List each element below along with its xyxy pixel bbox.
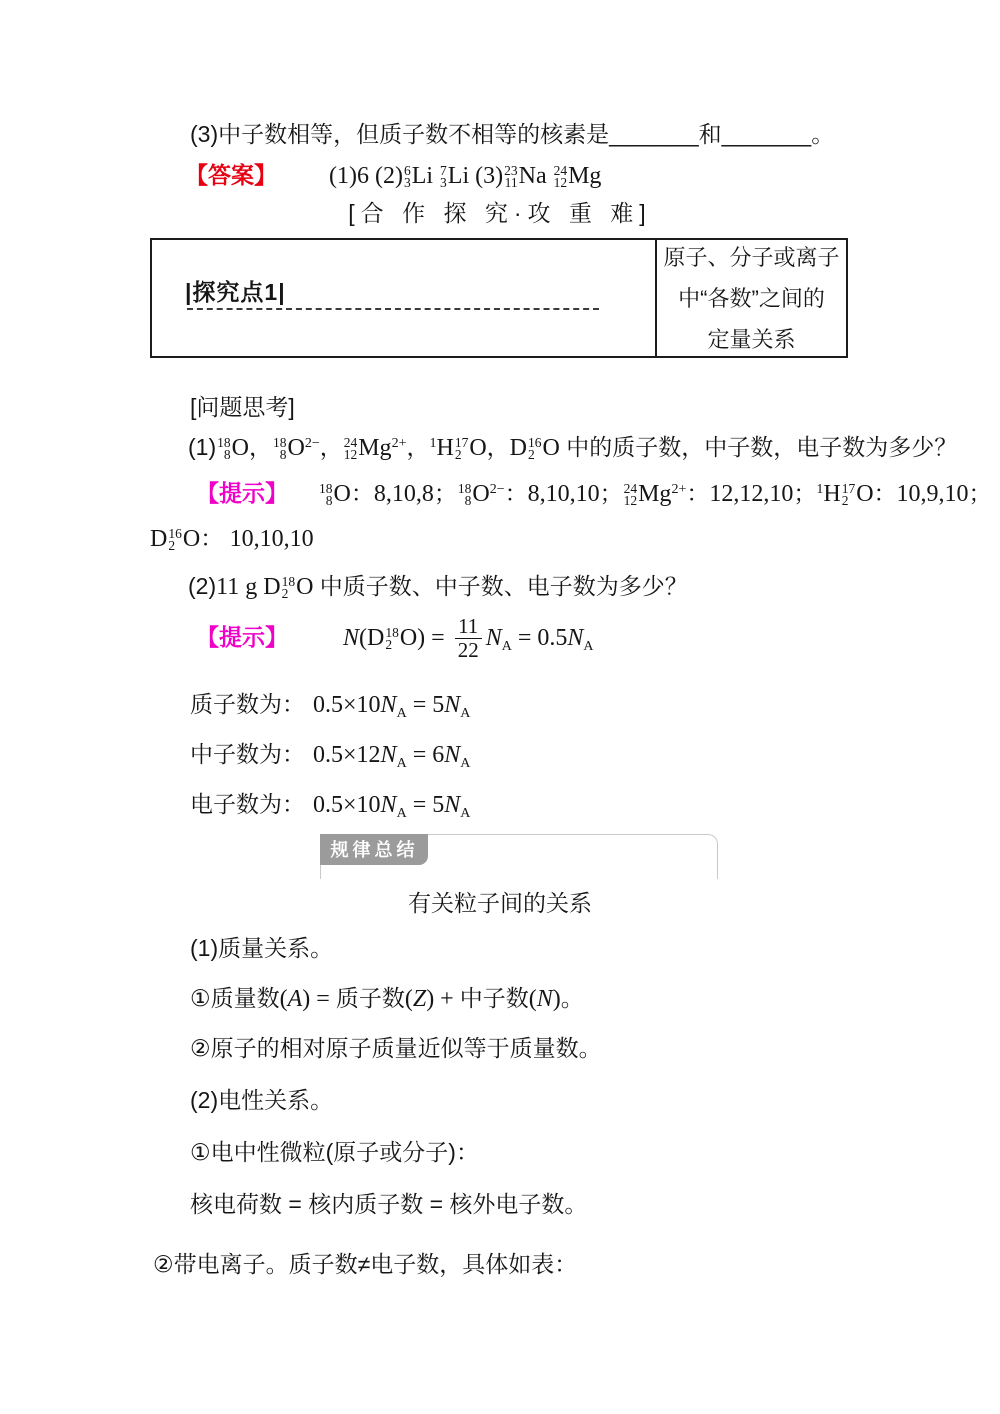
isotope-stack: 18 2 [281, 574, 296, 601]
italic-symbol: N [485, 625, 502, 651]
serif-segment: Na [518, 163, 547, 189]
italic-symbol: N [343, 625, 360, 651]
text-segment: 中子数 [459, 985, 529, 1011]
serif-segment: 12,12,10 [709, 481, 794, 507]
probe-topic-line: 原子、分子或离子 [663, 244, 840, 270]
isotope-stack: 6 3 [403, 163, 411, 190]
calc-formula [313, 791, 471, 821]
subscript: A [396, 706, 407, 721]
superscript: 1 [816, 482, 824, 497]
italic-symbol: N [536, 986, 553, 1012]
subscript: A [396, 806, 407, 821]
serif-segment: ) = [302, 986, 336, 1012]
hint-2-line [196, 613, 594, 671]
italic-symbol: N [444, 742, 461, 768]
text-segment: 。 [560, 985, 584, 1011]
hint-label: 【提示】 [196, 480, 288, 506]
serif-segment: O [333, 481, 351, 507]
serif-segment: H [823, 481, 841, 507]
italic-symbol: A [287, 986, 303, 1012]
serif-segment: O [231, 435, 249, 461]
fraction: $\frac{11}{22}$ [455, 615, 482, 662]
isotope-stack: 18 2 [385, 625, 399, 652]
probe-table [150, 238, 848, 358]
serif-segment: O [542, 435, 560, 461]
isotope-stack: 23 11 [504, 163, 518, 190]
serif-segment [433, 163, 439, 189]
serif-segment: Mg [638, 481, 672, 507]
subscript: A [396, 756, 407, 771]
calc-label: 电子数为： [190, 791, 305, 817]
serif-segment: ( [404, 986, 413, 1012]
probe-topic-line: 定量关系 [707, 326, 796, 352]
subscript: A [583, 639, 594, 654]
calc-formula [313, 691, 471, 721]
isotope-stack: 16 2 [528, 435, 542, 462]
serif-segment: 0.5×10 [313, 792, 381, 818]
subscript: A [501, 639, 512, 654]
text-segment: ， [406, 434, 430, 460]
superscript: 1 [429, 436, 437, 451]
text-segment: ： [200, 525, 230, 551]
answer-line [185, 158, 601, 193]
rule-summary-badge: 规律总结 [320, 834, 428, 865]
rule-approx: ②原子的相对原子质量近似等于质量数。 [190, 1035, 602, 1061]
italic-symbol: N [444, 692, 461, 718]
rules-subtitle: 有关粒子间的关系 [408, 890, 592, 916]
serif-segment: 8,10,10 [527, 481, 600, 507]
neutron-count-line [190, 734, 470, 784]
serif-segment: 0.5×10 [313, 692, 381, 718]
serif-segment: = 5 [406, 792, 445, 818]
isotope-stack: 18 8 [217, 435, 231, 462]
rule-mass-heading: (1)质量关系。 [190, 935, 334, 961]
serif-segment: D [509, 435, 527, 461]
text-segment: 中的质子数，中子数，电子数为多少？ [559, 434, 958, 460]
serif-segment: ) + [426, 986, 460, 1012]
probe-title: |探究点1| [185, 279, 286, 305]
superscript: 2+ [391, 436, 407, 451]
serif-segment: = 5 [406, 692, 445, 718]
serif-segment: H [436, 435, 454, 461]
serif-segment: (3) [469, 163, 504, 189]
text-segment: ： [504, 480, 528, 506]
question-3-line: (3)中子数相等，但质子数不相等的核素是_______和_______。 [190, 121, 835, 147]
serif-segment: ) [552, 986, 561, 1012]
isotope-stack: 18 8 [272, 435, 287, 462]
serif-segment: (D [359, 625, 385, 651]
rule-mass-formula [190, 978, 584, 1019]
serif-segment: ( [528, 986, 537, 1012]
italic-symbol: N [444, 792, 461, 818]
probe-left-cell [152, 240, 657, 356]
text-segment: ： [686, 480, 710, 506]
text-segment: (1) [188, 434, 217, 460]
serif-segment: Mg [358, 435, 392, 461]
isotope-stack: 16 2 [168, 526, 182, 553]
probe-dashed-line [187, 308, 599, 310]
serif-segment: O [856, 481, 874, 507]
answer-content [329, 162, 601, 188]
calc-label: 质子数为： [190, 691, 305, 717]
probe-topic-line: 中“各数”之间的 [678, 285, 825, 311]
text-segment: 质子数 [335, 985, 405, 1011]
serif-segment: O [182, 526, 201, 552]
serif-segment [547, 163, 553, 189]
serif-segment: O) = [399, 625, 451, 651]
serif-segment: 11 g D [216, 574, 281, 600]
rule-equality: 核电荷数 = 核内质子数 = 核外电子数。 [190, 1191, 588, 1217]
subscript: A [460, 806, 471, 821]
text-segment: ： [350, 480, 374, 506]
serif-segment: 10,9,10 [896, 481, 969, 507]
isotope-stack: 18 8 [319, 481, 333, 508]
serif-segment: O [287, 435, 305, 461]
serif-segment: Li [411, 163, 434, 189]
serif-segment: (1)6 (2) [329, 163, 403, 189]
calc-formula [313, 741, 471, 771]
subscript: A [460, 756, 471, 771]
text-segment: ； [433, 480, 457, 506]
text-segment: (2) [188, 573, 217, 599]
serif-segment: 0.5×12 [313, 742, 381, 768]
text-segment: ①质量数 [190, 985, 280, 1011]
serif-segment: O [296, 574, 314, 600]
isotope-stack: 24 12 [553, 163, 568, 190]
text-segment: ， [319, 434, 343, 460]
isotope-stack: 18 8 [457, 481, 472, 508]
isotope-stack: 17 2 [841, 481, 856, 508]
rule-summary-box [320, 834, 718, 879]
serif-segment: ( [279, 986, 288, 1012]
serif-segment: Mg [568, 163, 602, 189]
rule-ion: ②带电离子。质子数≠电子数，具体如表： [153, 1251, 578, 1277]
rule-charge-heading: (2)电性关系。 [190, 1087, 334, 1113]
hint-2-formula [343, 614, 594, 663]
proton-count-line [190, 684, 470, 734]
answer-label: 【答案】 [185, 162, 277, 188]
text-segment: ； [968, 480, 992, 506]
text-segment: 中质子数、中子数、电子数为多少？ [313, 573, 688, 599]
isotope-stack: 17 2 [454, 435, 469, 462]
serif-segment: 10,10,10 [229, 526, 314, 552]
text-segment: ， [486, 434, 510, 460]
question-2 [188, 566, 688, 607]
serif-segment: O [469, 435, 487, 461]
hint-label: 【提示】 [196, 624, 288, 650]
isotope-stack: 24 12 [343, 435, 358, 462]
think-header: [问题思考] [190, 394, 295, 420]
serif-segment: 8,10,8 [373, 481, 434, 507]
probe-topic-cell [657, 240, 846, 356]
text-segment: ； [599, 480, 623, 506]
electron-count-line [190, 784, 470, 834]
italic-symbol: N [380, 792, 397, 818]
italic-symbol: N [567, 625, 584, 651]
superscript: 2− [304, 436, 320, 451]
subscript: A [460, 706, 471, 721]
serif-segment: Li [447, 163, 470, 189]
isotope-stack: 24 12 [623, 481, 638, 508]
hint-1-line [196, 470, 992, 514]
section-header: [合 作 探 究·攻 重 难] [348, 200, 652, 226]
hint-1-continued [150, 518, 314, 559]
text-segment: ： [873, 480, 897, 506]
hint-1-content [318, 480, 992, 506]
rule-neutral: ①电中性微粒(原子或分子)： [190, 1139, 479, 1165]
italic-symbol: Z [412, 986, 427, 1012]
calc-label: 中子数为： [190, 741, 305, 767]
text-segment: ， [248, 434, 272, 460]
question-1 [188, 424, 957, 468]
serif-segment: = 0.5 [511, 625, 568, 651]
superscript: 2+ [671, 482, 687, 497]
italic-symbol: N [380, 692, 397, 718]
serif-segment: D [150, 526, 168, 552]
italic-symbol: N [380, 742, 397, 768]
serif-segment: O [472, 481, 490, 507]
superscript: 2− [489, 482, 505, 497]
text-segment: ； [793, 480, 817, 506]
serif-segment: = 6 [406, 742, 445, 768]
isotope-stack: 7 3 [440, 163, 447, 190]
